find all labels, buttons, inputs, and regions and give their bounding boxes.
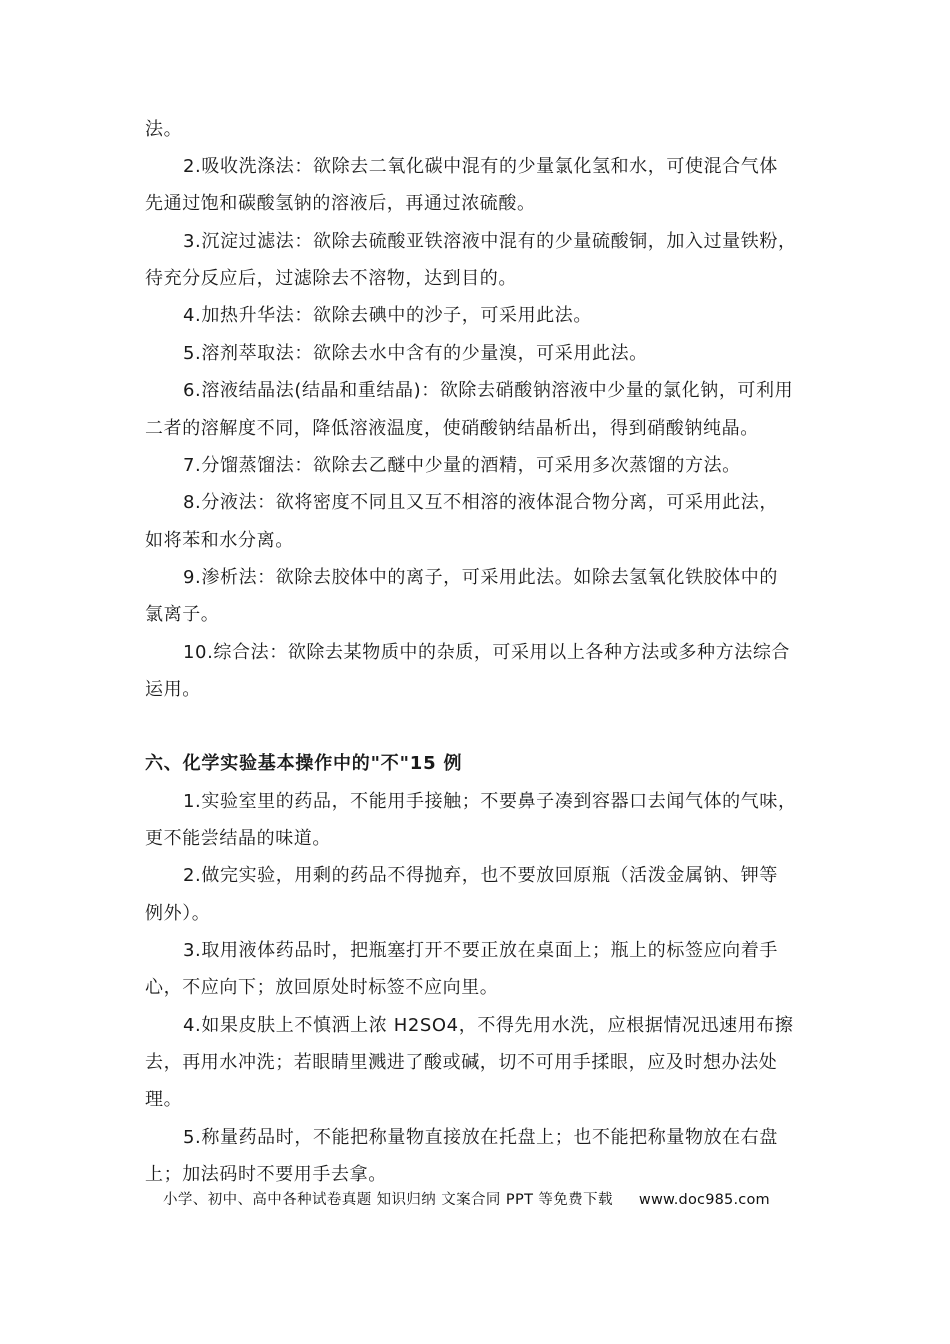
paragraph-line: 理。: [145, 1089, 183, 1110]
paragraph-line: 氯离子。: [145, 604, 220, 625]
paragraph-line: 运用。: [145, 679, 201, 700]
paragraph-line: 7.分馏蒸馏法：欲除去乙醚中少量的酒精，可采用多次蒸馏的方法。: [183, 455, 741, 476]
paragraph-line: 法。: [145, 119, 183, 140]
paragraph-line: 心，不应向下；放回原处时标签不应向里。: [145, 977, 499, 998]
paragraph-line: 上；加法码时不要用手去拿。: [145, 1164, 387, 1185]
paragraph-line: 先通过饱和碳酸氢钠的溶液后，再通过浓硫酸。: [145, 193, 536, 214]
page-footer: [163, 1189, 770, 1211]
paragraph-line: 二者的溶解度不同，降低溶液温度，使硝酸钠结晶析出，得到硝酸钠纯晶。: [145, 418, 759, 439]
paragraph-line: 2.吸收洗涤法：欲除去二氧化碳中混有的少量氯化氢和水，可使混合气体: [183, 156, 778, 177]
paragraph-line: 2.做完实验，用剩的药品不得抛弃，也不要放回原瓶（活泼金属钠、钾等: [183, 865, 778, 886]
paragraph-line: 4.加热升华法：欲除去碘中的沙子，可采用此法。: [183, 305, 592, 326]
paragraph-line: 1.实验室里的药品，不能用手接触；不要鼻子凑到容器口去闻气体的气味，: [183, 791, 797, 812]
paragraph-line: 4.如果皮肤上不慎洒上浓 H2SO4，不得先用水洗，应根据情况迅速用布擦: [183, 1015, 794, 1036]
paragraph-line: 10.综合法：欲除去某物质中的杂质，可采用以上各种方法或多种方法综合: [183, 642, 791, 663]
paragraph-line: 6.溶液结晶法(结晶和重结晶)：欲除去硝酸钠溶液中少量的氯化钠，可利用: [183, 380, 794, 401]
paragraph-line: 更不能尝结晶的味道。: [145, 828, 331, 849]
paragraph-line: 8.分液法：欲将密度不同且又互不相溶的液体混合物分离，可采用此法，: [183, 492, 778, 513]
footer-text: 小学、初中、高中各种试卷真题 知识归纳 文案合同 PPT 等免费下载: [163, 1192, 613, 1208]
paragraph-line: 9.渗析法：欲除去胶体中的离子，可采用此法。如除去氢氧化铁胶体中的: [183, 567, 778, 588]
paragraph-line: 去，再用水冲洗；若眼睛里溅进了酸或碱，切不可用手揉眼，应及时想办法处: [145, 1052, 778, 1073]
paragraph-line: 5.溶剂萃取法：欲除去水中含有的少量溴，可采用此法。: [183, 343, 648, 364]
footer-url: www.doc985.com: [638, 1192, 770, 1208]
paragraph-line: 5.称量药品时，不能把称量物直接放在托盘上；也不能把称量物放在右盘: [183, 1127, 778, 1148]
paragraph-line: 待充分反应后，过滤除去不溶物，达到目的。: [145, 268, 517, 289]
paragraph-line: 例外）。: [145, 903, 211, 924]
paragraph-line: 3.取用液体药品时，把瓶塞打开不要正放在桌面上；瓶上的标签应向着手: [183, 940, 778, 961]
paragraph-line: 如将苯和水分离。: [145, 530, 294, 551]
paragraph-line: 3.沉淀过滤法：欲除去硫酸亚铁溶液中混有的少量硫酸铜，加入过量铁粉，: [183, 231, 797, 252]
section-heading: 六、化学实验基本操作中的"不"15 例: [145, 753, 463, 774]
